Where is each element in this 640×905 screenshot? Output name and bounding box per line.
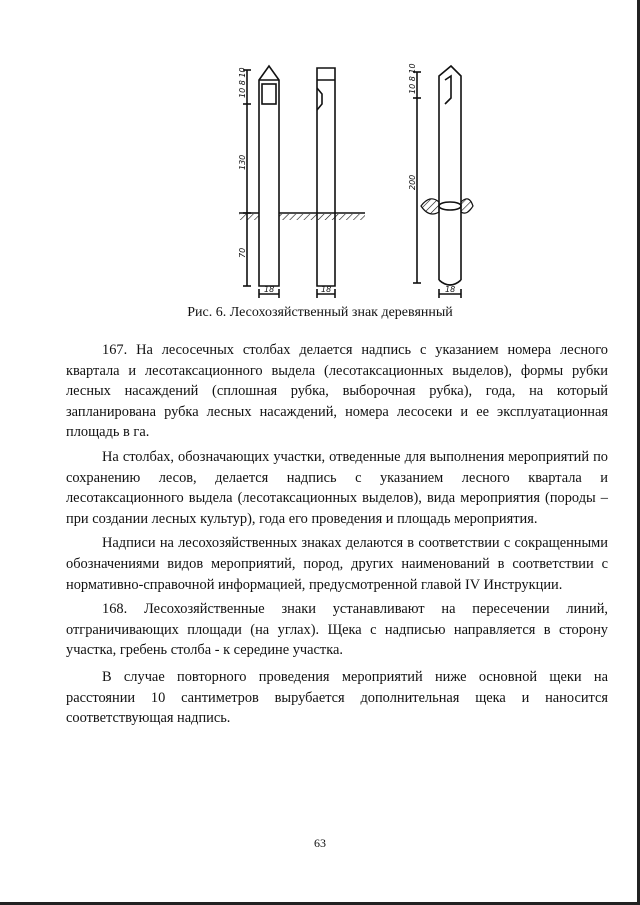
body-text — [66, 340, 608, 729]
paragraph-inscriptions-abbreviations: Надписи на лесохозяйственных знаках делаются в соответствии с сокращенными обозначениями видов мероприятий, пород, других наименований в соответствии с нормативно-справочной информацией, предусмотренной главой IV Инструкции. — [66, 535, 608, 593]
dim-label-width-2: 18 — [321, 285, 332, 294]
post-side-outline — [317, 68, 335, 286]
dim-label-height-3: 200 — [408, 174, 417, 190]
post-front-face — [262, 84, 276, 104]
paragraph-repeat-measures: В случае повторного проведения мероприятий ниже основной щеки на расстоянии 10 сантиметров вырубается дополнительная щека и наносится соответствующая надпись. — [66, 668, 608, 727]
dim-label-height-1: 130 — [238, 154, 247, 170]
dim-label-top-1: 10 8 10 — [238, 67, 247, 98]
dim-label-width-1: 18 — [264, 285, 275, 294]
paragraph-167: 167. На лесосечных столбах делается надпись с указанием номера лесного квартала и лесотаксационного выдела (лесотаксационных выделов), формы рубки лесных насаждений (сплошная рубка, выборочная рубка), года, на который запланирована рубка лесных насаждений, номера лесосеки и ее эксплуатационная площадь в га. — [66, 342, 608, 441]
figure-wooden-forest-sign — [225, 58, 475, 303]
dim-label-top-3: 10 8 10 — [408, 63, 417, 94]
page-number: 63 — [314, 836, 326, 850]
dim-label-width-3: 18 — [445, 285, 456, 294]
paragraph-168: 168. Лесохозяйственные знаки устанавливают на пересечении линий, отграничивающих площади (на углах). Щека с надписью направляется в сторону участка, гребень столба - к середине участка. — [66, 601, 608, 659]
dim-label-depth-1: 70 — [238, 247, 247, 258]
paragraph-posts-inscription: На столбах, обозначающих участки, отведенные для выполнения мероприятий по сохранению лесов, делается надпись с указанием лесного квартала и лесотаксационного выдела (лесотаксационных выделов), вида мероприятия (породы – при создании лесных культур), года его проведения и площадь мероприятия. — [66, 448, 608, 527]
figure-caption: Рис. 6. Лесохозяйственный знак деревянный — [187, 305, 453, 320]
figure-drawing — [225, 58, 475, 303]
